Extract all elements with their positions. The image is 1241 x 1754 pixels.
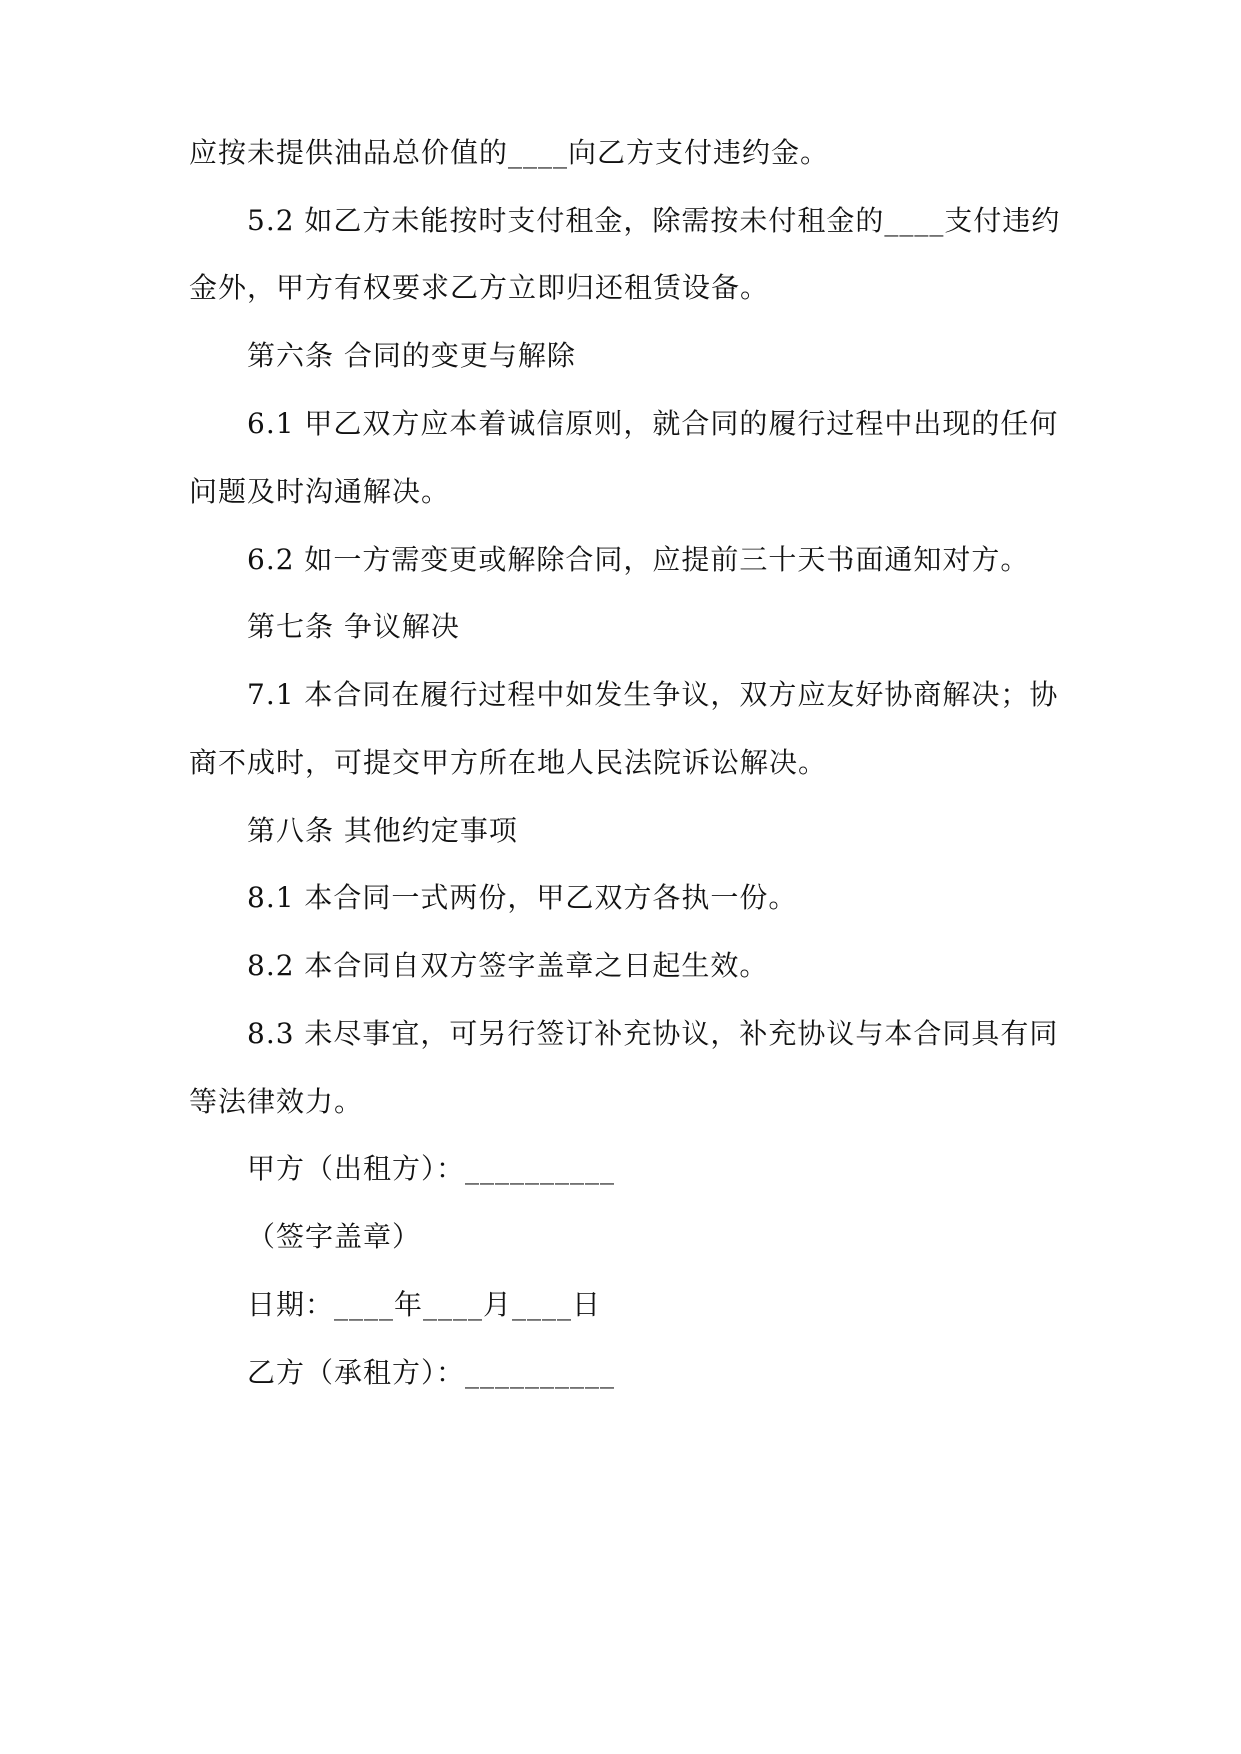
party-b-signature-line: 乙方（承租方）：__________: [247, 1356, 616, 1389]
clause-7-1-line-1: 7.1 本合同在履行过程中如发生争议，双方应友好协商解决；协: [247, 678, 1059, 711]
party-a-signature-line: 甲方（出租方）：__________: [247, 1152, 616, 1185]
clause-6-1-line-1: 6.1 甲乙双方应本着诚信原则，就合同的履行过程中出现的任何: [247, 407, 1059, 440]
seal-note: （签字盖章）: [247, 1220, 422, 1253]
paragraph-line: 应按未提供油品总价值的____向乙方支付违约金。: [189, 136, 830, 169]
clause-7-1-line-2: 商不成时，可提交甲方所在地人民法院诉讼解决。: [189, 746, 828, 779]
clause-8-2: 8.2 本合同自双方签字盖章之日起生效。: [247, 949, 769, 982]
clause-5-2-line-1: 5.2 如乙方未能按时支付租金，除需按未付租金的____支付违约: [247, 204, 1061, 237]
article-6-heading: 第六条 合同的变更与解除: [247, 339, 576, 372]
clause-8-3-line-2: 等法律效力。: [189, 1085, 364, 1118]
clause-8-1: 8.1 本合同一式两份，甲乙双方各执一份。: [247, 881, 798, 914]
clause-6-2: 6.2 如一方需变更或解除合同，应提前三十天书面通知对方。: [247, 543, 1030, 576]
clause-5-2-line-2: 金外，甲方有权要求乙方立即归还租赁设备。: [189, 271, 770, 304]
article-7-heading: 第七条 争议解决: [247, 610, 460, 643]
clause-6-1-line-2: 问题及时沟通解决。: [189, 475, 451, 508]
date-line: 日期：____年____月____日: [247, 1288, 602, 1321]
clause-8-3-line-1: 8.3 未尽事宜，可另行签订补充协议，补充协议与本合同具有同: [247, 1017, 1059, 1050]
article-8-heading: 第八条 其他约定事项: [247, 814, 518, 847]
